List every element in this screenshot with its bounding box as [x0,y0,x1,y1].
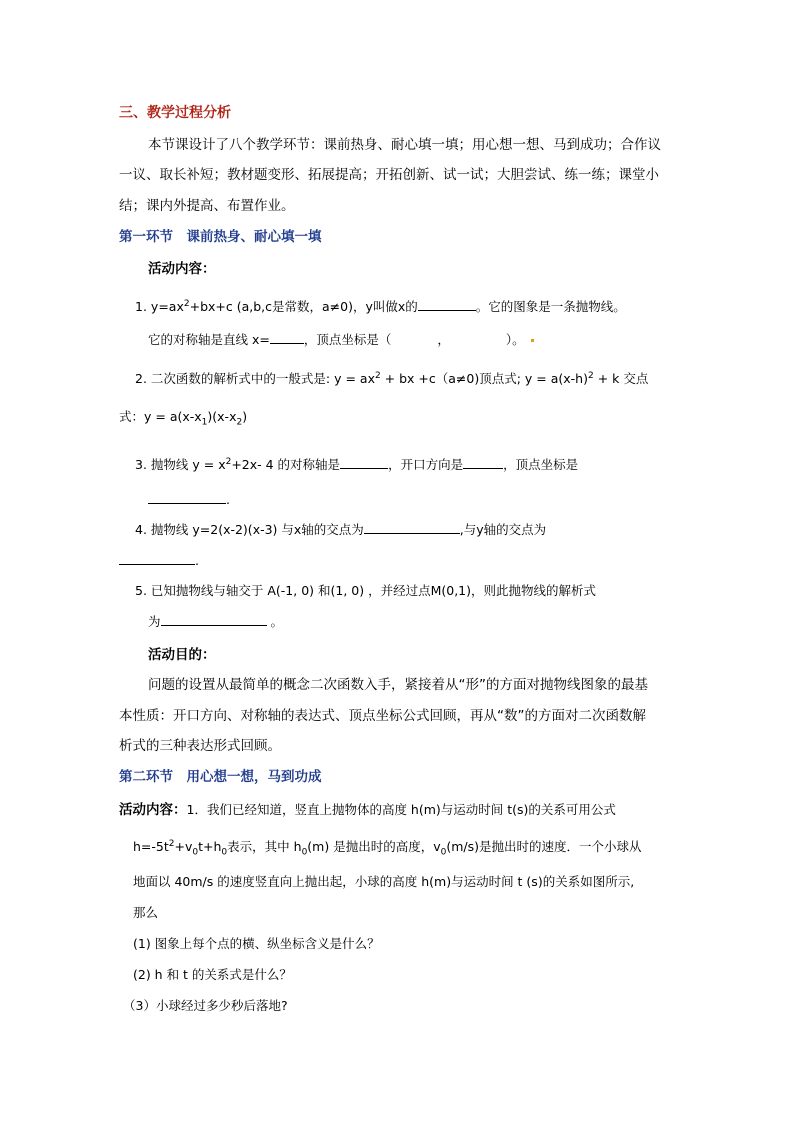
step2-p1: 1．我们已经知道，竖直上抛物体的高度 h(m)与运动时间 t(s)的关系可用公式 [186,802,616,817]
purpose-label: 活动目的： [148,647,216,663]
q2-text-a: 2. 二次函数的解析式中的一般式是: y = ax [135,371,375,386]
step2-heading: 第二环节 用心想一想，马到功成 [119,769,322,785]
answer-blank[interactable] [340,455,388,469]
answer-blank[interactable] [148,490,226,504]
question-4-cont [119,551,199,570]
q4-text-b: ,与y轴的交点为 [459,522,547,537]
step2-activity-label: 活动内容： [119,802,187,818]
question-5: 5. 已知抛物线与轴交于 A(-1, 0) 和(1, 0) ，并经过点M(0,1)，则此抛物线的解析式 [135,583,597,598]
question-4 [135,520,546,539]
question-2-cont [119,408,247,426]
purpose-line-1: 问题的设置从最简单的概念二次函数入手，紧接着从“形”的方面对抛物线图象的最基 [148,677,648,693]
step2-line-4: 那么 [133,905,159,920]
step2-line-1 [119,801,616,819]
question-1 [135,297,626,316]
q2-text-b: + bx +c（a≠0)顶点式; y = a(x-h) [380,371,588,386]
q1-text-c: 。它的图象是一条抛物线。 [475,299,626,314]
step2-line-2 [133,838,642,856]
intro-line-2: 一议、取长补短；教材题变形、拓展提高；开拓创新、试一试；大胆尝试、练一练；课堂小 [119,167,659,183]
step1-activity-label: 活动内容： [148,261,216,277]
answer-blank[interactable] [270,330,304,344]
question-2 [135,370,648,388]
sub-question-1: (1) 图象上每个点的横、纵坐标含义是什么？ [133,936,380,951]
formula-sub-2: 0 [221,847,228,858]
question-3 [135,455,578,474]
q2-sub-2: 2 [236,417,243,428]
q1-text-d: 它的对称轴是直线 x= [148,332,270,347]
intro-line-1: 本节课设计了八个教学环节：课前热身、耐心填一填；用心想一想、马到成功；合作议 [148,137,661,153]
q5-text-c: 。 [266,614,283,629]
q1-text-b: +bx+c (a,b,c是常数，a≠0)，y叫做x的 [189,299,418,314]
sub-question-2: (2) h 和 t 的关系式是什么？ [133,967,292,982]
q3-text-d: ，顶点坐标是 [503,457,579,472]
question-1-cont [148,330,534,349]
question-3-cont [148,490,230,509]
q3-text-a: 3. 抛物线 y = x [135,457,226,472]
step2-line-3: 地面以 40m/s 的速度竖直向上抛出起，小球的高度 h(m)与运动时间 t (s)的关系如图所示, [133,874,635,889]
formula-d: 表示，其中 h [227,839,302,854]
formula-c: t+h [198,839,222,854]
sub-question-3: （3）小球经过多少秒后落地? [123,998,288,1013]
question-number: 1. [135,299,147,314]
q2-text-f: ) [242,409,248,424]
purpose-line-2: 本性质：开口方向、对称轴的表达式、顶点坐标公式回顾，再从“数”的方面对二次函数解 [119,708,646,724]
answer-blank[interactable] [418,297,476,311]
formula-sup: 2 [168,838,175,849]
formula-sub-1: 0 [192,847,199,858]
q3-text-c: ，开口方向是 [388,457,464,472]
q1-superscript: 2 [183,298,190,309]
q1-text-f: ， [437,332,450,347]
formula-sub-3: 0 [301,847,308,858]
q4-text-a: 4. 抛物线 y=2(x-2)(x-3) 与x轴的交点为 [135,522,364,537]
answer-blank[interactable] [119,551,195,565]
q2-text-c: + k 交点 [593,371,649,386]
formula-a: h=-5t [133,839,169,854]
q4-text-c: . [195,553,199,568]
answer-blank[interactable] [161,612,267,626]
formula-e: (m) 是抛出时的高度，v [307,839,441,854]
intro-line-3: 结；课内外提高、布置作业。 [119,198,295,214]
section-title: 三、教学过程分析 [119,105,231,121]
q1-text-a: y=ax [150,299,184,314]
answer-blank[interactable] [364,520,460,534]
question-5-cont [148,612,283,631]
q5-text-b: 为 [148,614,161,629]
formula-b: +v [174,839,193,854]
q2-sup-1: 2 [374,370,381,381]
q2-text-e: )(x-x [207,409,237,424]
q3-text-e: . [226,492,230,507]
dot-mark [531,339,534,342]
q3-superscript: 2 [225,456,232,467]
purpose-line-3: 析式的三种表达形式回顾。 [119,738,281,754]
step1-heading: 第一环节 课前热身、耐心填一填 [119,229,322,245]
answer-blank[interactable] [463,455,503,469]
q1-text-e: ，顶点坐标是（ [303,332,392,347]
q2-sup-2: 2 [588,370,594,381]
q1-text-g: ）。 [505,332,525,347]
formula-f: (m/s)是抛出时的速度．一个小球从 [446,839,642,854]
q3-text-b: +2x- 4 的对称轴是 [231,457,341,472]
formula-sub-4: 0 [440,847,447,858]
q2-sub-1: 1 [201,417,208,428]
q2-text-d: 式：y = a(x-x [119,409,202,424]
